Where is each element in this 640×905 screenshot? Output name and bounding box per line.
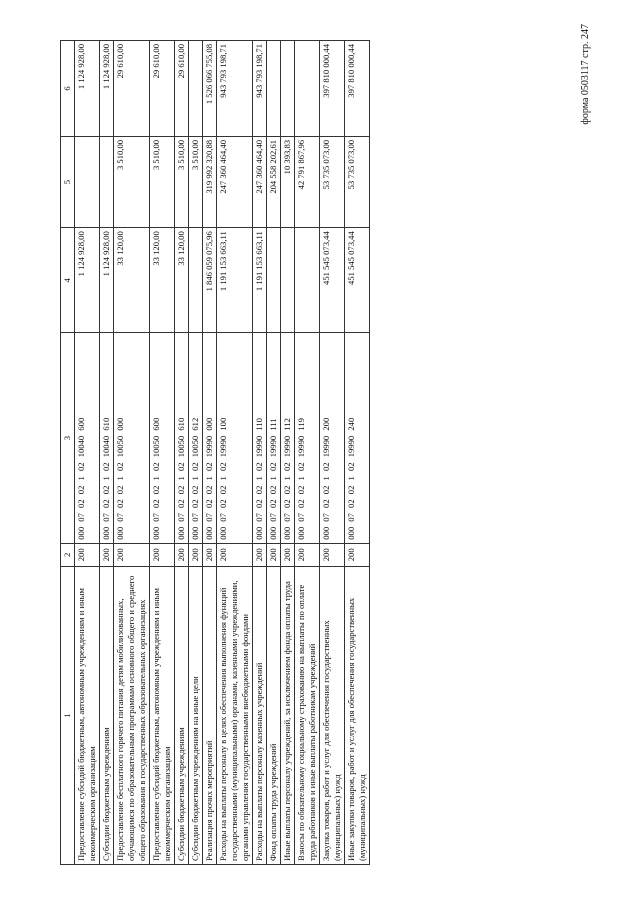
row-executed-amount: 3 510,00	[150, 136, 175, 227]
row-executed-amount	[100, 136, 114, 227]
row-executed-amount: 3 510,00	[189, 136, 203, 227]
row-executed-amount: 247 360 464,40	[253, 136, 267, 227]
row-executed-amount: 53 735 073,00	[320, 136, 345, 227]
row-budget-code: 000 07 02 02 1 02 10050 600	[150, 333, 175, 543]
table-row	[175, 41, 189, 865]
row-unexecuted-amount	[267, 41, 281, 137]
row-line-code: 200	[295, 543, 320, 566]
row-name: Субсидии бюджетным учреждениям	[100, 566, 114, 864]
row-line-code: 200	[175, 543, 189, 566]
header-col-1: 1	[61, 566, 75, 864]
row-line-code: 200	[281, 543, 295, 566]
row-name: Предоставление бесплатного горячего питания детям мобилизованных, обучающимся по образовательным программам основного общего и среднего общего образования в государственных образовательных организациях	[114, 566, 150, 864]
row-approved-amount: 33 120,00	[150, 228, 175, 333]
table-row	[281, 41, 295, 865]
row-name: Расходы на выплаты персоналу в целях обеспечения выполнения функций государственными (муниципальными) органами, казенными учреждениями, органами управления государственными внебюджетными фондами	[217, 566, 253, 864]
row-line-code: 200	[345, 543, 370, 566]
row-approved-amount: 1 124 928,00	[75, 228, 100, 333]
header-row	[61, 41, 75, 865]
table-row	[150, 41, 175, 865]
table-row	[75, 41, 100, 865]
row-name: Иные выплаты персоналу учреждений, за исключением фонда оплаты труда	[281, 566, 295, 864]
row-name: Реализация прочих мероприятий	[203, 566, 217, 864]
row-approved-amount: 1 124 928,00	[100, 228, 114, 333]
header-col-3: 3	[61, 333, 75, 543]
row-line-code: 200	[203, 543, 217, 566]
row-line-code: 200	[189, 543, 203, 566]
row-approved-amount	[267, 228, 281, 333]
row-unexecuted-amount: 943 793 198,71	[217, 41, 253, 137]
row-approved-amount: 1 191 153 663,11	[217, 228, 253, 333]
row-unexecuted-amount	[189, 41, 203, 137]
row-unexecuted-amount: 29 610,00	[114, 41, 150, 137]
row-approved-amount: 1 191 153 663,11	[253, 228, 267, 333]
row-executed-amount: 53 735 073,00	[345, 136, 370, 227]
row-unexecuted-amount: 29 610,00	[150, 41, 175, 137]
row-budget-code: 000 07 02 02 1 02 10040 600	[75, 333, 100, 543]
form-label: форма 0503117 стр. 247	[580, 24, 591, 125]
row-unexecuted-amount: 943 793 198,71	[253, 41, 267, 137]
row-name: Расходы на выплаты персоналу казенных учреждений	[253, 566, 267, 864]
header-col-2: 2	[61, 543, 75, 566]
row-unexecuted-amount: 1 124 928,00	[100, 41, 114, 137]
row-line-code: 200	[100, 543, 114, 566]
table-row	[217, 41, 253, 865]
table-row	[345, 41, 370, 865]
row-unexecuted-amount: 397 810 000,44	[320, 41, 345, 137]
row-unexecuted-amount	[295, 41, 320, 137]
row-approved-amount: 451 545 073,44	[320, 228, 345, 333]
header-col-4: 4	[61, 228, 75, 333]
row-budget-code: 000 07 02 02 1 02 19990 100	[217, 333, 253, 543]
row-line-code: 200	[114, 543, 150, 566]
row-name: Фонд оплаты труда учреждений	[267, 566, 281, 864]
row-line-code: 200	[320, 543, 345, 566]
row-unexecuted-amount	[281, 41, 295, 137]
row-name: Субсидии бюджетным учреждениям	[175, 566, 189, 864]
row-unexecuted-amount: 29 610,00	[175, 41, 189, 137]
row-budget-code: 000 07 02 02 1 02 10050 610	[175, 333, 189, 543]
row-name: Субсидии бюджетным учреждениям на иные цели	[189, 566, 203, 864]
row-line-code: 200	[150, 543, 175, 566]
budget-table	[60, 40, 370, 865]
row-executed-amount	[75, 136, 100, 227]
header-col-6: 6	[61, 41, 75, 137]
row-budget-code: 000 07 02 02 1 02 19990 110	[253, 333, 267, 543]
row-line-code: 200	[75, 543, 100, 566]
table-row	[114, 41, 150, 865]
row-executed-amount: 42 791 867,96	[295, 136, 320, 227]
header-col-5: 5	[61, 136, 75, 227]
row-budget-code: 000 07 02 02 1 02 19990 240	[345, 333, 370, 543]
table-row	[203, 41, 217, 865]
row-name: Предоставление субсидий бюджетным, автономным учреждениям и иным некоммерческим организациям	[75, 566, 100, 864]
table-row	[189, 41, 203, 865]
row-budget-code: 000 07 02 02 1 02 19990 200	[320, 333, 345, 543]
row-name: Взносы по обязательному социальному страхованию на выплаты по оплате труда работников и иные выплаты работникам учреждений	[295, 566, 320, 864]
row-budget-code: 000 07 02 02 1 02 19990 000	[203, 333, 217, 543]
row-line-code: 200	[267, 543, 281, 566]
row-unexecuted-amount: 1 526 066 755,08	[203, 41, 217, 137]
row-executed-amount: 204 558 202,61	[267, 136, 281, 227]
row-approved-amount: 1 846 059 075,96	[203, 228, 217, 333]
table-row	[100, 41, 114, 865]
row-executed-amount: 319 992 320,88	[203, 136, 217, 227]
table-row	[253, 41, 267, 865]
row-executed-amount: 3 510,00	[114, 136, 150, 227]
row-budget-code: 000 07 02 02 1 02 19990 111	[267, 333, 281, 543]
table-body	[75, 41, 370, 865]
row-name: Иные закупки товаров, работ и услуг для обеспечения государственных (муниципальных) нужд	[345, 566, 370, 864]
table-row	[267, 41, 281, 865]
row-executed-amount: 3 510,00	[175, 136, 189, 227]
row-approved-amount	[295, 228, 320, 333]
rotated-sheet	[60, 20, 620, 865]
row-line-code: 200	[253, 543, 267, 566]
row-approved-amount	[281, 228, 295, 333]
row-executed-amount: 247 360 464,40	[217, 136, 253, 227]
table-row	[295, 41, 320, 865]
row-approved-amount: 33 120,00	[114, 228, 150, 333]
row-budget-code: 000 07 02 02 1 02 19990 119	[295, 333, 320, 543]
row-executed-amount: 10 393,83	[281, 136, 295, 227]
row-name: Предоставление субсидий бюджетным, автономным учреждениям и иным некоммерческим организациям	[150, 566, 175, 864]
row-budget-code: 000 07 02 02 1 02 10040 610	[100, 333, 114, 543]
row-unexecuted-amount: 1 124 928,00	[75, 41, 100, 137]
row-unexecuted-amount: 397 810 000,44	[345, 41, 370, 137]
row-approved-amount: 33 120,00	[175, 228, 189, 333]
row-budget-code: 000 07 02 02 1 02 10050 612	[189, 333, 203, 543]
row-approved-amount: 451 545 073,44	[345, 228, 370, 333]
row-line-code: 200	[217, 543, 253, 566]
row-name: Закупка товаров, работ и услуг для обеспечения государственных (муниципальных) нужд	[320, 566, 345, 864]
row-approved-amount	[189, 228, 203, 333]
row-budget-code: 000 07 02 02 1 02 19990 112	[281, 333, 295, 543]
table-row	[320, 41, 345, 865]
row-budget-code: 000 07 02 02 1 02 10050 000	[114, 333, 150, 543]
